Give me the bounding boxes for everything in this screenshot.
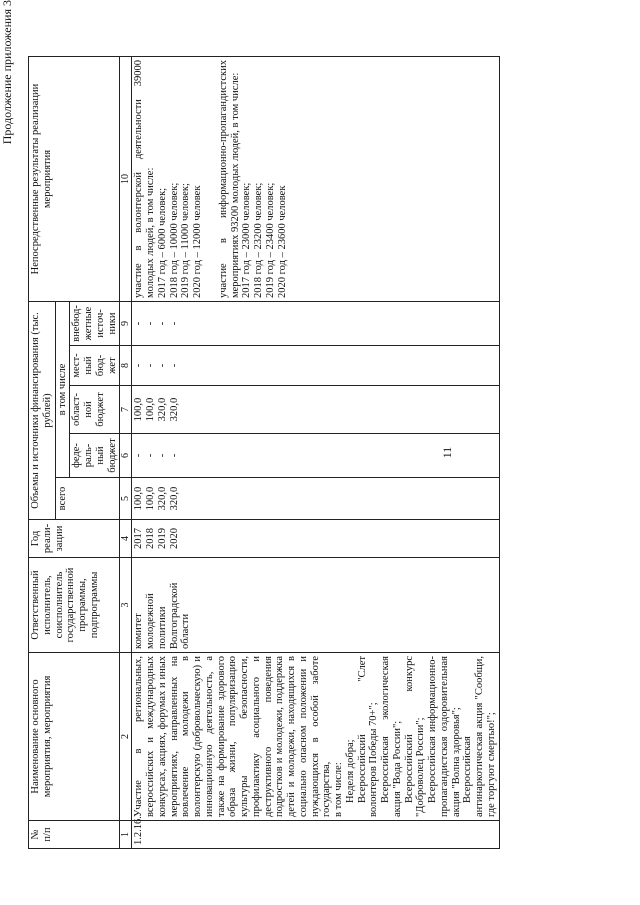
federal-value: - bbox=[145, 453, 157, 458]
regional-value: 320,0 bbox=[156, 397, 168, 422]
regional-value: 100,0 bbox=[145, 397, 157, 422]
local-value: - bbox=[156, 363, 168, 368]
list-intro: в том числе: bbox=[333, 762, 345, 817]
extra-value: - bbox=[145, 321, 157, 326]
header-including: в том числе bbox=[55, 302, 70, 478]
col-index: 10 bbox=[120, 57, 132, 302]
total-value: 320,0 bbox=[156, 486, 168, 511]
results-line: 2019 год – 11000 человек; bbox=[180, 183, 192, 298]
col-index: 3 bbox=[120, 558, 132, 653]
federal-value: - bbox=[156, 453, 168, 458]
total-value: 320,0 bbox=[168, 486, 180, 511]
year-value: 2017 bbox=[133, 528, 145, 549]
regional-value: 100,0 bbox=[133, 397, 145, 422]
results-line: 2018 год – 23200 человек; bbox=[253, 182, 265, 298]
federal-value: - bbox=[133, 453, 145, 458]
col-index: 1 bbox=[120, 821, 132, 849]
total-value: 100,0 bbox=[133, 486, 145, 511]
description-text: Участие в региональных, всероссийских и международных конкурсах, акциях, форумах и иных мероприятиях, направленных на вовлечение молодежи в волонтерскую (добровольческую) и инновационную деятельность, а также на формирование здорового образа жизни, популяризацию культуры безопасности, профилактику асоциального и деструктивного поведения подростков и молодежи, поддержка детей и молодежи, находящихся в социально опасном положении и нуждающихся в особой заботе государства, bbox=[133, 656, 333, 817]
header-federal: феде-раль-ный бюджет bbox=[70, 434, 120, 478]
federal-value: - bbox=[168, 453, 180, 458]
col-index: 5 bbox=[120, 478, 132, 520]
list-item: Всероссийская экологическая акция "Вода России"; bbox=[380, 656, 403, 817]
col-index: 4 bbox=[120, 520, 132, 558]
results-line: 2020 год – 23600 человек bbox=[276, 185, 288, 298]
year-value: 2019 bbox=[156, 528, 168, 549]
local-value: - bbox=[145, 363, 157, 368]
header-financing: Объемы и источники финансирования (тыс. рублей) bbox=[29, 302, 56, 520]
results-line: 2017 год – 23000 человек; bbox=[241, 182, 253, 298]
results-intro: участие в волонтерской деятельности 39000 молодых людей, в том числе: bbox=[133, 60, 157, 298]
results-line: 2020 год – 12000 человек bbox=[192, 185, 204, 298]
list-item: Всероссийская антинаркотическая акция "Сообщи, где торгуют смертью!"; bbox=[462, 656, 497, 817]
total-value: 100,0 bbox=[145, 486, 157, 511]
header-local: мест-ный бюд-жет bbox=[70, 346, 120, 386]
header-num: № п/п bbox=[29, 821, 120, 849]
local-value: - bbox=[133, 363, 145, 368]
col-index: 8 bbox=[120, 346, 132, 386]
header-results: Непосредственные результаты реализации мероприятия bbox=[29, 57, 120, 302]
header-year: Год реали-зации bbox=[29, 520, 120, 558]
list-item: Неделя добра; bbox=[344, 739, 356, 803]
results-line: 2019 год – 23400 человек; bbox=[264, 182, 276, 298]
row-executor: комитет молодежной политики Волгоградской области bbox=[132, 558, 499, 653]
regional-value: 320,0 bbox=[168, 397, 180, 422]
appendix-note: Продолжение приложения 3 bbox=[0, 0, 14, 145]
local-value: - bbox=[168, 363, 180, 368]
results-intro: участие в информационно-пропагандистских мероприятиях 93200 молодых людей, в том числе: bbox=[217, 60, 241, 298]
extra-value: - bbox=[156, 321, 168, 326]
list-item: Всероссийский "Слет волонтеров Победы 70+"; bbox=[356, 656, 380, 817]
col-index: 6 bbox=[120, 434, 132, 478]
header-regional: област-ной бюджет bbox=[70, 386, 120, 434]
header-executor: Ответственный исполнитель, соисполнитель государственной программы, подпрограммы bbox=[29, 558, 120, 653]
row-number: 1.2.16. bbox=[132, 821, 499, 849]
results-line: 2017 год – 6000 человек; bbox=[156, 187, 168, 298]
col-index: 2 bbox=[120, 653, 132, 821]
header-name: Наименование основного мероприятия, мероприятия bbox=[29, 653, 120, 821]
program-table bbox=[28, 56, 500, 849]
header-total: всего bbox=[55, 478, 120, 520]
header-extra: внебюд-жетные источ-ники bbox=[70, 302, 120, 346]
list-item: Всероссийский конкурс "Доброволец России"; bbox=[403, 656, 427, 817]
col-index: 7 bbox=[120, 386, 132, 434]
extra-value: - bbox=[168, 321, 180, 326]
extra-value: - bbox=[133, 321, 145, 326]
col-index: 9 bbox=[120, 302, 132, 346]
list-item: Всероссийская информационно-пропагандистская оздоровительная акция "Волна здоровья"; bbox=[427, 656, 462, 817]
year-value: 2020 bbox=[168, 528, 180, 549]
year-value: 2018 bbox=[145, 528, 157, 549]
results-line: 2018 год – 10000 человек; bbox=[168, 182, 180, 298]
page-number: 11 bbox=[440, 446, 454, 459]
